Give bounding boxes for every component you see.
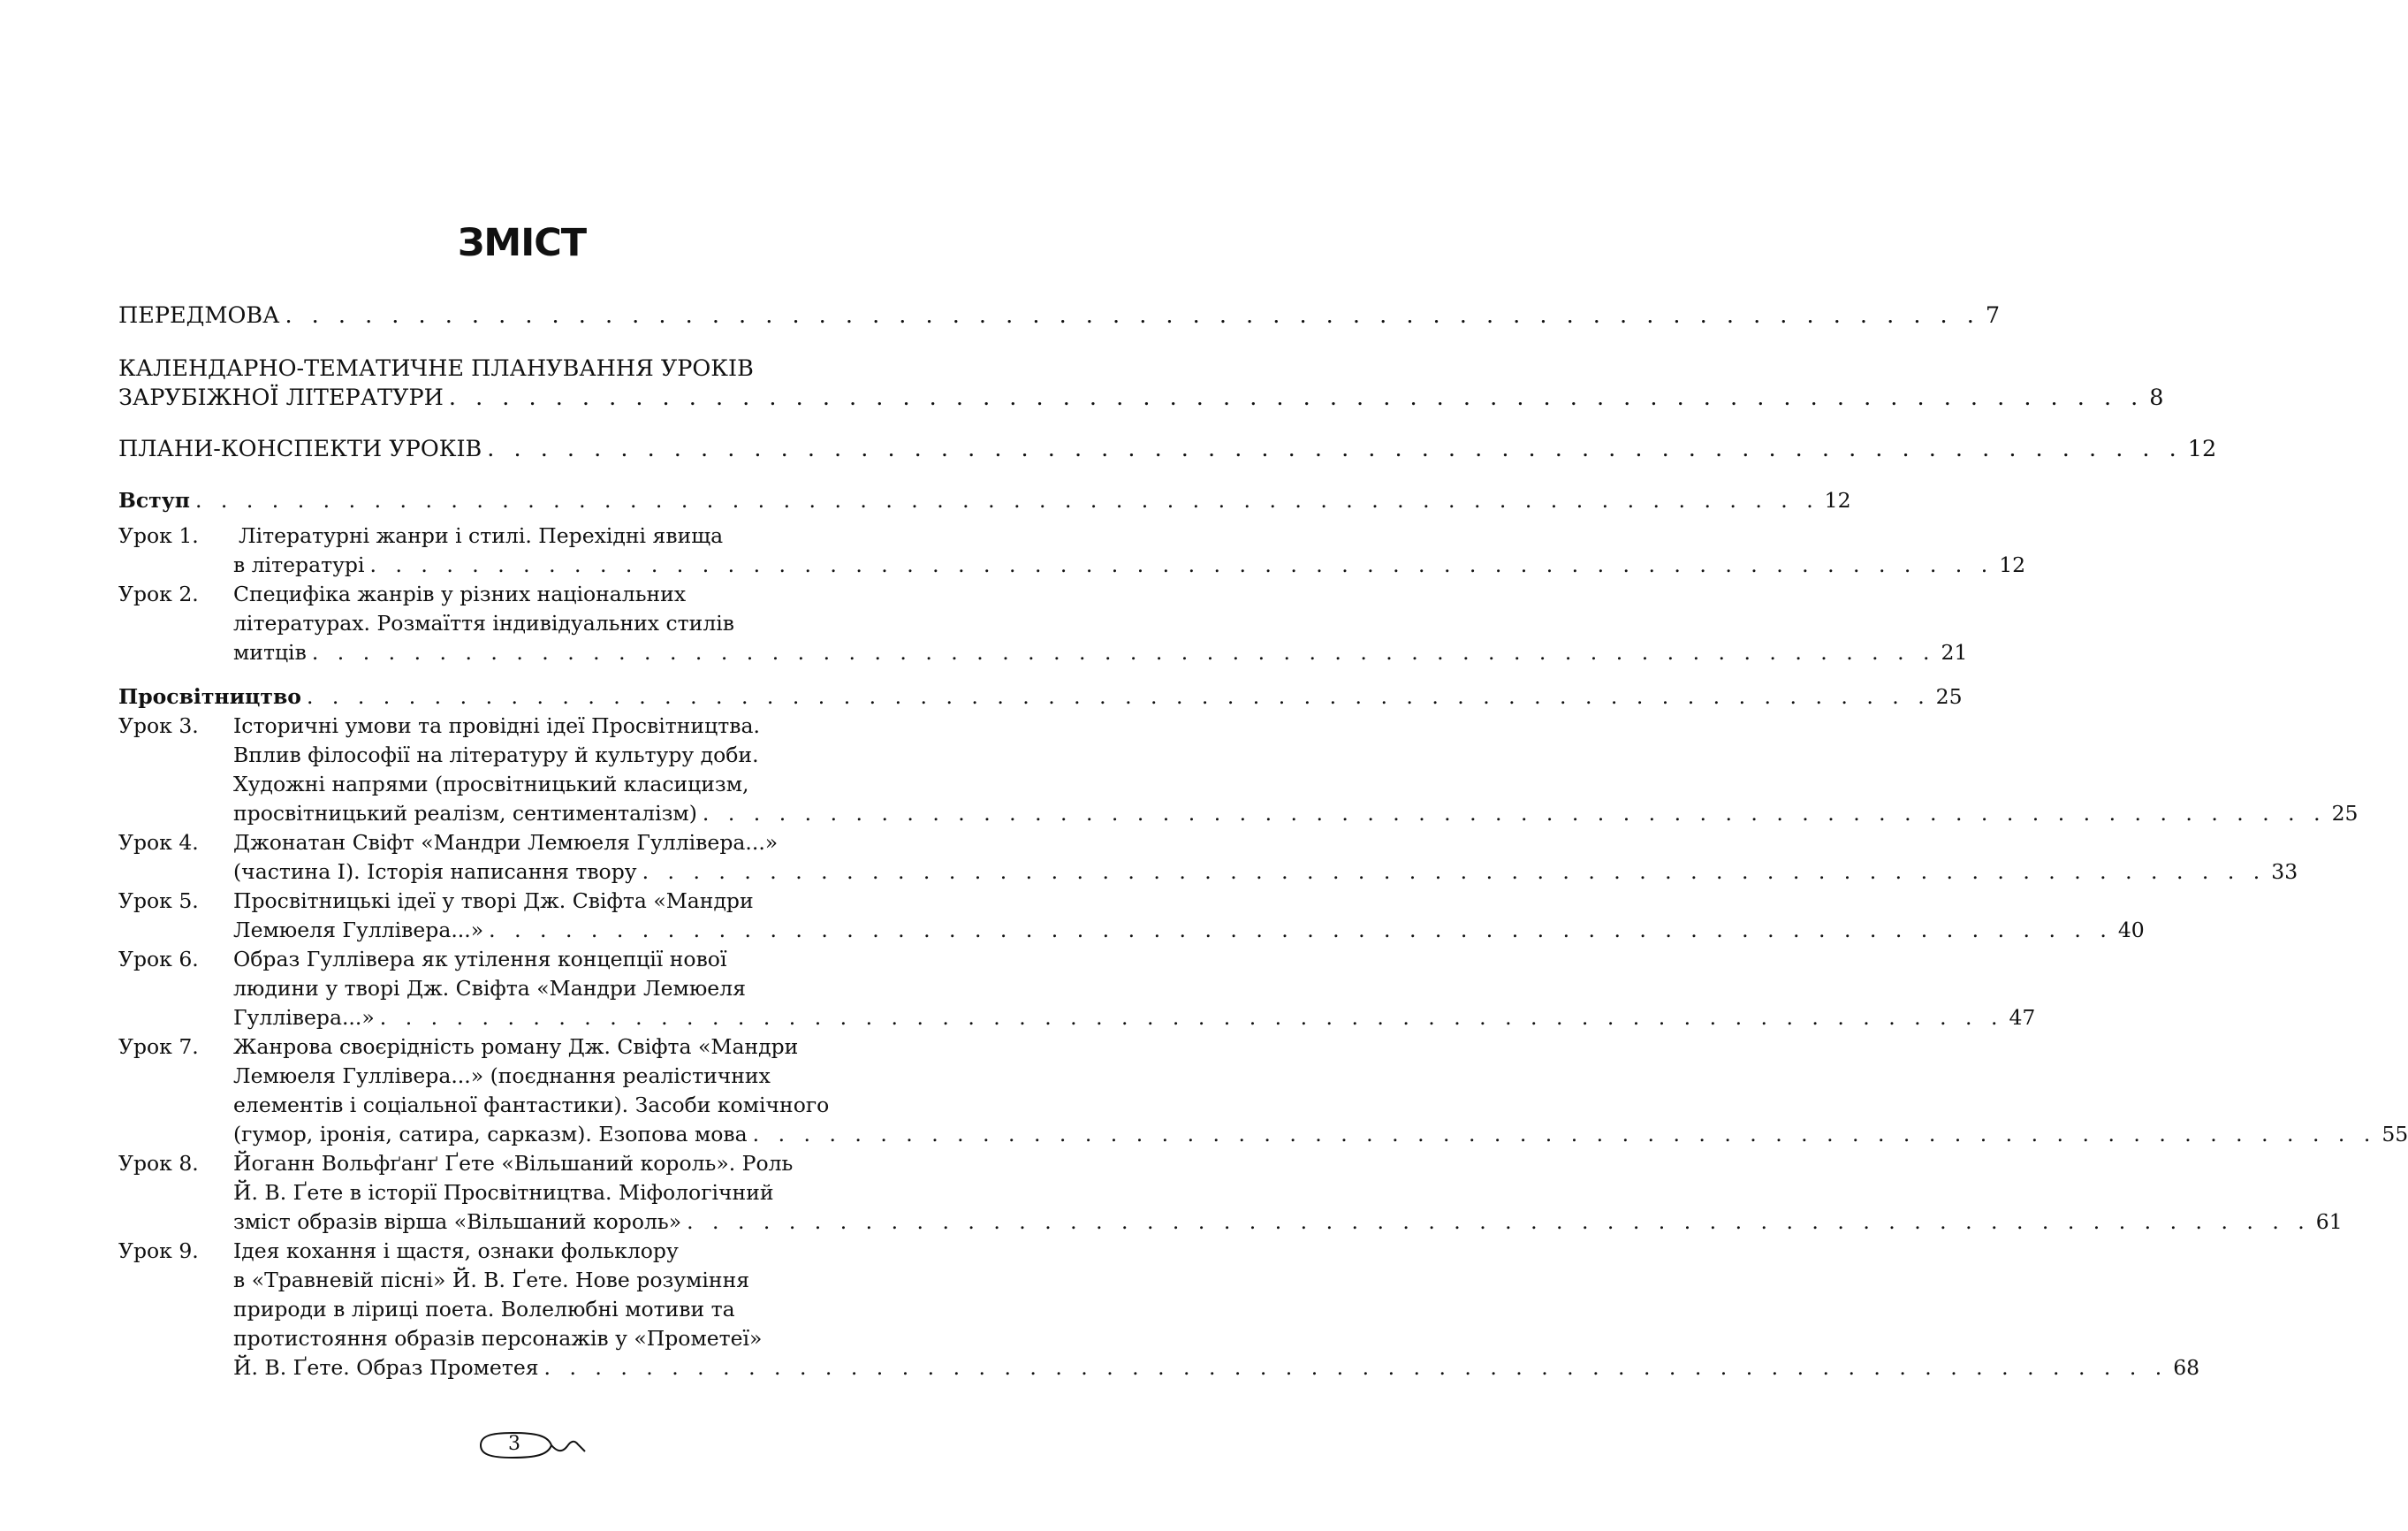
lesson-text: Вплив філософії на літературу й культуру доби. (233, 743, 759, 767)
lesson-text: просвітницький реалізм, сентименталізм) (233, 801, 697, 826)
toc-entry-page: 25 (1935, 684, 1963, 709)
lesson-label: Урок 2. (118, 582, 199, 606)
lesson-text: зміст образів вірша «Вільшаний король» (233, 1209, 682, 1234)
toc-entry-page: 47 (2009, 1005, 2036, 1030)
lesson-label: Урок 4. (118, 830, 199, 855)
leader-dots: . . . . . . . . . . . . . . . . . . . . . . . . . . . . . . . . . . . . . . . . . . . . . . . . . . . . . . . . . . . . . . . . (194, 488, 1819, 513)
lesson-text: Специфіка жанрів у різних національних (233, 582, 687, 606)
lesson-text: літературах. Розмаїття індивідуальних стилів (233, 611, 734, 636)
lesson-text: в літературі (233, 552, 365, 577)
lesson-last-line (233, 1207, 2343, 1237)
lesson-last-line (233, 1120, 2408, 1149)
lesson-text: (частина I). Історія написання твору (233, 859, 637, 884)
toc-section-title: Просвітництво (118, 684, 301, 709)
lesson-text: Йоганн Вольфґанґ Ґете «Вільшаний король». Роль (233, 1151, 794, 1176)
lesson-last-line (233, 638, 1968, 667)
lesson-text: Лемюеля Гуллівера...» (поєднання реалістичних (233, 1063, 771, 1088)
lesson-last-line (233, 1353, 2200, 1382)
leader-dots: . . . . . . . . . . . . . . . . . . . . . . . . . . . . . . . . . . . . . . . . . . . . . . . . . . . . . . . . . . . . . . . . (642, 859, 2267, 884)
toc-entry-page: 8 (2149, 385, 2164, 411)
lesson-label: Урок 6. (118, 947, 199, 971)
lesson-label: Урок 1. (118, 523, 199, 548)
leader-dots: . . . . . . . . . . . . . . . . . . . . . . . . . . . . . . . . . . . . . . . . . . . . . . . . . . . . . . . . . . . . . . . . (489, 918, 2113, 942)
leader-dots: . . . . . . . . . . . . . . . . . . . . . . . . . . . . . . . . . . . . . . . . . . . . . . . . . . . . . . . . . . . . . . . . (369, 552, 1994, 577)
leader-dots: . . . . . . . . . . . . . . . . . . . . . . . . . . . . . . . . . . . . . . . . . . . . . . . . . . . . . . . . . . . . . . . . (543, 1355, 2169, 1380)
leader-dots: . . . . . . . . . . . . . . . . . . . . . . . . . . . . . . . . . . . . . . . . . . . . . . . . . . . . . . . . . . . . . . . . (487, 436, 2183, 462)
lesson-text: митців (233, 640, 307, 665)
lesson-text: людини у творі Дж. Свіфта «Мандри Лемюеля (233, 976, 746, 1001)
page-title: ЗМІСТ (457, 221, 587, 265)
toc-entry-kalendarne (118, 384, 2164, 413)
leader-dots: . . . . . . . . . . . . . . . . . . . . . . . . . . . . . . . . . . . . . . . . . . . . . . . . . . . . . . . . . . . . . . . . (448, 385, 2145, 411)
lesson-label: Урок 9. (118, 1238, 199, 1263)
toc-entry-title: ПЕРЕДМОВА (118, 302, 280, 329)
toc-entry-title: ЗАРУБІЖНОЇ ЛІТЕРАТУРИ (118, 385, 444, 411)
leader-dots: . . . . . . . . . . . . . . . . . . . . . . . . . . . . . . . . . . . . . . . . . . . . . . . . . . . . . . . . . . . . . . . . (379, 1005, 2004, 1030)
lesson-last-line (233, 916, 2145, 945)
leader-dots: . . . . . . . . . . . . . . . . . . . . . . . . . . . . . . . . . . . . . . . . . . . . . . . . . . . . . . . . . . . . . . . . (702, 801, 2327, 826)
toc-entry-page: 25 (2331, 801, 2359, 826)
toc-section-vstup (118, 486, 1851, 515)
leader-dots: . . . . . . . . . . . . . . . . . . . . . . . . . . . . . . . . . . . . . . . . . . . . . . . . . . . . . . . . . . . . . . . . (311, 640, 1936, 665)
lesson-text: природи в ліриці поета. Волелюбні мотиви та (233, 1297, 735, 1322)
lesson-text: Й. В. Ґете в історії Просвітництва. Міфологічний (233, 1180, 774, 1205)
leader-dots: . . . . . . . . . . . . . . . . . . . . . . . . . . . . . . . . . . . . . . . . . . . . . . . . . . . . . . . . . . . . . . . . (306, 684, 1931, 709)
lesson-last-line (233, 857, 2298, 887)
lesson-last-line (233, 551, 2026, 580)
lesson-text: Гуллівера...» (233, 1005, 375, 1030)
toc-entry-peredmova (118, 301, 2001, 331)
lesson-text: елементів і соціальної фантастики). Засоби комічного (233, 1093, 830, 1117)
lesson-text: Історичні умови та провідні ідеї Просвітництва. (233, 713, 760, 738)
toc-entry-page: 40 (2117, 918, 2145, 942)
lesson-text: Лемюеля Гуллівера...» (233, 918, 484, 942)
toc-entry-plany (118, 435, 2217, 464)
toc-entry-page: 21 (1941, 640, 1968, 665)
toc-entry-title: ПЛАНИ-КОНСПЕКТИ УРОКІВ (118, 436, 482, 462)
lesson-text: Літературні жанри і стилі. Перехідні явища (239, 523, 724, 548)
lesson-text: Джонатан Свіфт «Мандри Лемюеля Гуллівера...» (233, 830, 779, 855)
lesson-text: (гумор, іронія, сатира, сарказм). Езопова мова (233, 1122, 748, 1146)
leader-dots: . . . . . . . . . . . . . . . . . . . . . . . . . . . . . . . . . . . . . . . . . . . . . . . . . . . . . . . . . . . . . . . . (752, 1122, 2377, 1146)
lesson-text: Просвітницькі ідеї у творі Дж. Свіфта «Мандри (233, 888, 754, 913)
toc-entry-kalendarne-line1: КАЛЕНДАРНО-ТЕМАТИЧНЕ ПЛАНУВАННЯ УРОКІВ (118, 355, 754, 382)
toc-entry-page: 7 (1985, 302, 2001, 329)
lesson-text: протистояння образів персонажів у «Прометеї» (233, 1326, 763, 1351)
toc-section-prosvitnytstvo (118, 682, 1963, 712)
lesson-text: в «Травневій пісні» Й. В. Ґете. Нове розуміння (233, 1268, 750, 1292)
toc-entry-page: 12 (2187, 436, 2217, 462)
lesson-last-line (233, 1003, 2036, 1032)
page-number-badge (477, 1428, 592, 1462)
toc-entry-page: 68 (2173, 1355, 2200, 1380)
lesson-last-line (233, 799, 2359, 828)
lesson-text: Й. В. Ґете. Образ Прометея (233, 1355, 539, 1380)
toc-entry-page: 12 (1824, 488, 1851, 513)
lesson-label: Урок 8. (118, 1151, 199, 1176)
lesson-text: Образ Гуллівера як утілення концепції нової (233, 947, 727, 971)
toc-entry-page: 55 (2381, 1122, 2408, 1146)
toc-entry-page: 12 (1999, 552, 2026, 577)
lesson-label: Урок 3. (118, 713, 199, 738)
toc-section-title: Вступ (118, 488, 190, 513)
page-number: 3 (508, 1433, 520, 1455)
toc-entry-page: 33 (2271, 859, 2298, 884)
lesson-text: Художні напрями (просвітницький класицизм, (233, 772, 749, 796)
lesson-text: Ідея кохання і щастя, ознаки фольклору (233, 1238, 679, 1263)
lesson-label: Урок 5. (118, 888, 199, 913)
lesson-label: Урок 7. (118, 1034, 199, 1059)
toc-entry-page: 61 (2315, 1209, 2343, 1234)
leader-dots: . . . . . . . . . . . . . . . . . . . . . . . . . . . . . . . . . . . . . . . . . . . . . . . . . . . . . . . . . . . . . . . . (285, 302, 1980, 329)
leader-dots: . . . . . . . . . . . . . . . . . . . . . . . . . . . . . . . . . . . . . . . . . . . . . . . . . . . . . . . . . . . . . . . . (687, 1209, 2311, 1234)
lesson-text: Жанрова своєрідність роману Дж. Свіфта «Мандри (233, 1034, 799, 1059)
